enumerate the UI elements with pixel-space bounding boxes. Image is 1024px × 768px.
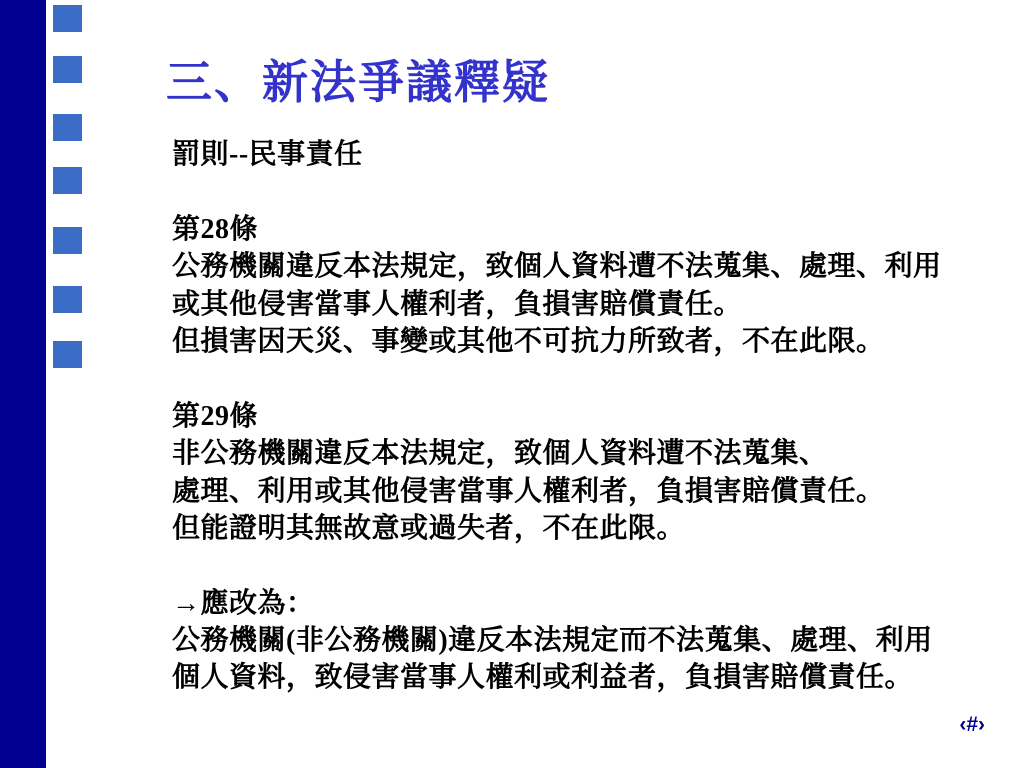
decor-square xyxy=(53,167,82,194)
body-line: 罰則--民事責任 xyxy=(172,139,363,170)
body-line: 第28條 xyxy=(172,213,259,245)
decor-square xyxy=(53,227,82,254)
decor-square xyxy=(53,5,82,32)
slide-title: 三、新法爭議釋疑 xyxy=(166,57,550,108)
body-line xyxy=(172,173,942,210)
left-accent-bar xyxy=(0,0,46,768)
decor-square xyxy=(53,286,82,313)
body-line: 或其他侵害當事人權利者，負損害賠償責任。 xyxy=(172,288,743,320)
decor-square xyxy=(53,114,82,141)
slide-page-number-placeholder: ‹#› xyxy=(959,713,985,736)
body-line xyxy=(172,547,942,584)
body-line: 但能證明其無故意或過失者，不在此限。 xyxy=(172,512,686,544)
body-line: 但損害因天災、事變或其他不可抗力所致者，不在此限。 xyxy=(172,325,885,357)
body-line: 個人資料，致侵害當事人權利或利益者，負損害賠償責任。 xyxy=(172,662,914,694)
body-line: 公務機關違反本法規定，致個人資料遭不法蒐集、處理、利用 xyxy=(172,251,942,283)
body-line: 第29條 xyxy=(172,400,259,432)
slide-body xyxy=(172,136,942,697)
body-line: 公務機關(非公務機關)違反本法規定而不法蒐集、處理、利用 xyxy=(172,625,933,657)
body-line: 非公務機關違反本法規定，致個人資料遭不法蒐集、 xyxy=(172,438,828,470)
body-line: →應改為： xyxy=(172,587,315,619)
decor-square xyxy=(53,341,82,368)
body-line: 處理、利用或其他侵害當事人權利者，負損害賠償責任。 xyxy=(172,475,885,507)
decor-square xyxy=(53,56,82,83)
body-line xyxy=(172,360,942,397)
